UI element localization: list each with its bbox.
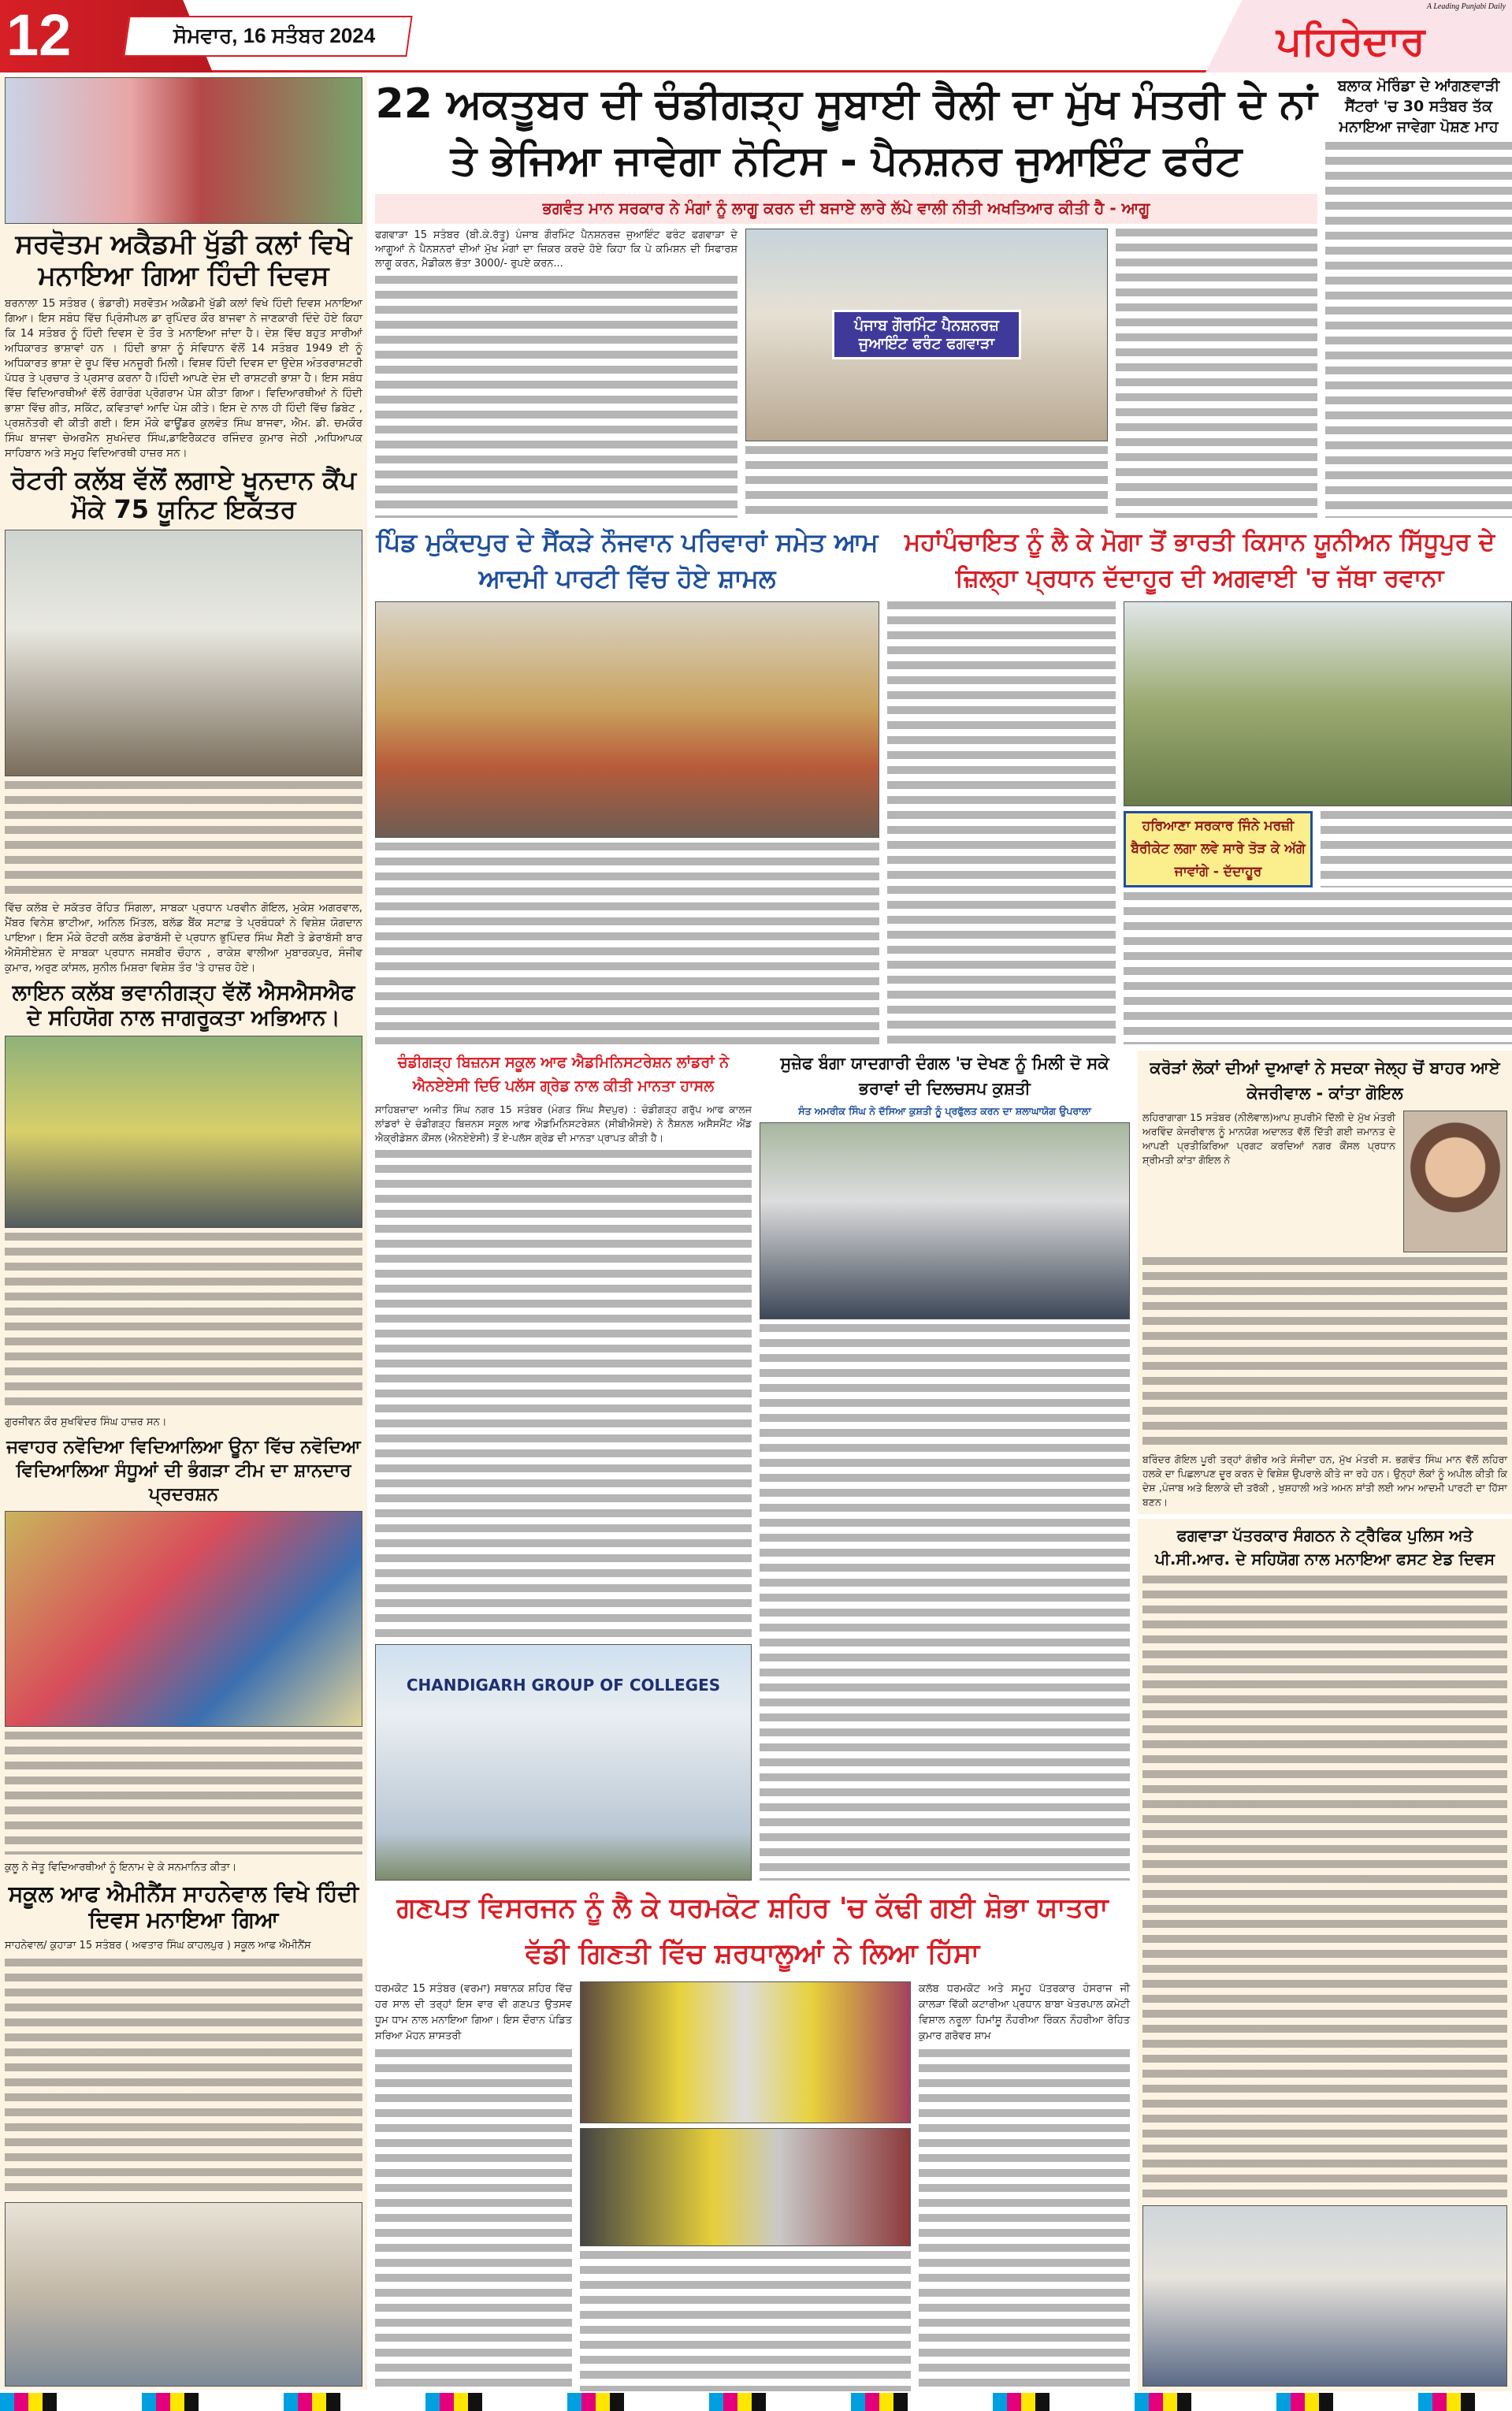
band-row2 (375, 524, 1512, 1045)
story-cbsa-text (375, 1150, 752, 1639)
story-kejriwal-end: ਬਰਿੰਦਰ ਗੋਇਲ ਪੂਰੀ ਤਰ੍ਹਾਂ ਗੰਭੀਰ ਅਤੇ ਸੰਜੀਦਾ ਹਨ, ਮੁੱਖ ਮੰਤਰੀ ਸ. ਭਗਵੰਤ ਸਿੰਘ ਮਾਨ ਵੱਲੋਂ ਲਹਿਰਾ ਹਲਕੇ ਦਾ ਪਿਛਲਾਪਣ ਦੂਰ ਕਰਨ ਦੇ ਵਿਸ਼ੇਸ਼ ਉਪਰਾਲੇ ਕੀਤੇ ਜਾ ਰਹੇ ਹਨ। ਉਨ੍ਹਾਂ ਲੋਕਾਂ ਨੂੰ ਅਪੀਲ ਕੀਤੀ ਕਿ ਦੇਸ਼ ,ਪੰਜਾਬ ਅਤੇ ਇਲਾਕੇ ਦੀ ਤਰੱਕੀ , ਖੁਸ਼ਹਾਲੀ ਅਤੇ ਅਮਨ ਸ਼ਾਂਤੀ ਲਈ ਆਮ ਆਦਮੀ ਪਾਰਟੀ ਦਾ ਹਿੱਸਾ ਬਣਨ। (1142, 1453, 1507, 1508)
story-kejriwal: ਲਹਿਰਾਗਾਗਾ 15 ਸਤੰਬਰ (ਨੀਲੋਵਾਲ)ਆਪ ਸੁਪਰੀਮੋ ਦਿੱਲੀ ਦੇ ਮੁੱਖ ਮੰਤਰੀ ਅਰਵਿੰਦ ਕੇਜਰੀਵਾਲ ਨੂੰ ਮਾਨਯੋਗ ਅਦਾਲਤ ਵੱਲੋਂ ਦਿੱਤੀ ਗਈ ਜ਼ਮਾਨਤ ਦੇ ਆਪਣੀ ਪ੍ਰਤੀਕਿਰਿਆ ਪ੍ਰਗਟ ਕਰਦਿਆਂ ਨਗਰ ਕੌਂਸਲ ਪ੍ਰਧਾਨ ਸ਼੍ਰੀਮਤੀ ਕਾਂਤਾ ਗੋਇਲ ਨੇ (1142, 1111, 1395, 1166)
photo-ganpati-2 (580, 2128, 911, 2246)
photo-dangal (760, 1122, 1130, 1319)
photo-mukandpur (375, 601, 879, 838)
headline-kisan-union: ਮਹਾਂਪੰਚਾਇਤ ਨੂੰ ਲੈ ਕੇ ਮੋਗਾ ਤੋਂ ਭਾਰਤੀ ਕਿਸਾਨ ਯੂਨੀਅਨ ਸਿੱਧੂਪੁਰ ਦੇ ਜ਼ਿਲ੍ਹਾ ਪ੍ਰਧਾਨ ਦੱਦਾਹੂਰ ਦੀ ਅਗਵਾਈ 'ਚ ਜੱਥਾ ਰਵਾਨਾ (904, 527, 1495, 593)
band-row3 (375, 1051, 1512, 2391)
headline-sahnewal: ਸਕੂਲ ਆਫ ਐਮੀਨੈਂਸ ਸਾਹਨੇਵਾਲ ਵਿਖੇ ਹਿੰਦੀ ਦਿਵਸ ਮਨਾਇਆ ਗਿਆ (8, 1880, 359, 1933)
quote-daddahur: ਹਰਿਆਣਾ ਸਰਕਾਰ ਜਿੰਨੇ ਮਰਜ਼ੀ ਬੈਰੀਕੇਟ ਲਗਾ ਲਵੇ ਸਾਰੇ ਤੋੜ ਕੇ ਅੱਗੇ ਜਾਵਾਂਗੇ - ਦੱਦਾਹੂਰ (1124, 811, 1313, 887)
headline-kejriwal: ਕਰੋੜਾਂ ਲੋਕਾਂ ਦੀਆਂ ਦੁਆਵਾਂ ਨੇ ਸਦਕਾ ਜੇਲ੍ਹ ਚੋਂ ਬਾਹਰ ਆਏ ਕੇਜਰੀਵਾਲ - ਕਾਂਤਾ ਗੋਇਲ (1150, 1059, 1500, 1103)
story-kisan-text-4 (1124, 892, 1512, 1045)
headline-dangal: ਸੁਜ਼ੇਫ ਬੰਗਾ ਯਾਦਗਾਰੀ ਦੰਗਲ 'ਚ ਦੇਖਣ ਨੂੰ ਮਿਲੀ ਦੋ ਸਕੇ ਭਰਾਵਾਂ ਦੀ ਦਿਲਚਸਪ ਕੁਸ਼ਤੀ (780, 1054, 1109, 1099)
story-sahnewal-text (5, 1959, 362, 2197)
lead-col-1 (375, 229, 737, 518)
ganpati-story (375, 1885, 1130, 2391)
right-top-story (1325, 76, 1512, 518)
photo-kanta-goyal (1403, 1111, 1507, 1252)
photo-hindi-diwas (5, 77, 362, 224)
quote-row (1124, 811, 1512, 887)
row3-upper (375, 1051, 1130, 1880)
lead-story (375, 76, 1317, 518)
ganpati-col-3 (919, 1981, 1130, 2391)
headline-first-aid: ਫਗਵਾੜਾ ਪੱਤਰਕਾਰ ਸੰਗਠਨ ਨੇ ਟ੍ਰੈਫਿਕ ਪੁਲਿਸ ਅਤੇ ਪੀ.ਸੀ.ਆਰ. ਦੇ ਸਹਿਯੋਗ ਨਾਲ ਮਨਾਇਆ ਫਸਟ ਏਡ ਦਿਵਸ (1154, 1525, 1495, 1568)
photo-sahnewal (5, 2202, 362, 2387)
lead-columns (375, 229, 1317, 518)
kisan-col-2 (1124, 601, 1512, 1045)
registration-strip (0, 2393, 1512, 2411)
lead-body-text-3 (1116, 229, 1317, 518)
headline-hindi-diwas: ਸਰਵੋਤਮ ਅਕੈਡਮੀ ਖੁੱਡੀ ਕਲਾਂ ਵਿਖੇ ਮਨਾਇਆ ਗਿਆ ਹਿੰਦੀ ਦਿਵਸ (15, 228, 352, 292)
kisan-columns (887, 601, 1512, 1045)
ganpati-col-2 (580, 1981, 911, 2391)
photo-bhangra (5, 1511, 362, 1726)
tagline: A Leading Punjabi Daily (1426, 2, 1506, 11)
photo-pensioners (745, 229, 1108, 441)
headline-cbsa-naac: ਚੰਡੀਗੜ੍ਹ ਬਿਜ਼ਨਸ ਸਕੂਲ ਆਫ ਐਡਮਿਨਿਸਟਰੇਸ਼ਨ ਲਾਂਡਰਾਂ ਨੇ ਐਨਏਏਸੀ ਦਿਓ ਪਲੱਸ ਗ੍ਰੇਡ ਨਾਲ ਕੀਤੀ ਮਾਨਤਾ ਹਾਸਲ (397, 1054, 730, 1096)
lead-body-text (375, 276, 737, 518)
row3-left (375, 1051, 1130, 2391)
story-navodaya-end: ਕੁਲੂ ਨੇ ਜੇਤੂ ਵਿਦਿਆਰਥੀਆਂ ਨੂੰ ਇਨਾਮ ਦੇ ਕੇ ਸਨਮਾਨਿਤ ਕੀਤਾ। (5, 1861, 237, 1873)
story-mukandpur-text-2 (375, 843, 879, 1045)
issue-date: ਸੋਮਵਾਰ, 16 ਸਤੰਬਰ 2024 (173, 24, 376, 47)
kejriwal-box (1138, 1051, 1512, 1513)
ganpati-columns (375, 1981, 1130, 2391)
lead-body: ਫਗਵਾੜਾ 15 ਸਤੰਬਰ (ਬੀ.ਕੇ.ਰੱਤੂ) ਪੰਜਾਬ ਗੌਰਮਿੰਟ ਪੈਨਸ਼ਨਰਜ਼ ਜੁਆਇੰਟ ਫਰੰਟ ਫਗਵਾੜਾ ਦੇ ਆਗੂਆਂ ਨੇ ਪੈਨਸ਼ਨਰਾਂ ਦੀਆਂ ਮੁੱਖ ਮੰਗਾਂ ਦਾ ਜ਼ਿਕਰ ਕਰਦੇ ਹੋਏ ਕਿਹਾ ਕਿ ਪੇ ਕਮਿਸ਼ਨ ਦੀ ਸਿਫਾਰਸ਼ ਲਾਗੂ ਕਰਨ, ਮੈਡੀਕਲ ਭੱਤਾ 3000/- ਰੁਪਏ ਕਰਨ... (375, 229, 737, 270)
main-area (375, 76, 1512, 2391)
page-number: 12 (6, 2, 72, 68)
logo: ਪਹਿਰੇਦਾਰ (1276, 18, 1425, 64)
photo-ganpati-1 (580, 1981, 911, 2123)
masthead (0, 0, 1512, 73)
dangal-story (760, 1051, 1130, 1880)
story-lions-text (5, 1233, 362, 1410)
story-rotary-text (5, 781, 362, 896)
photo-blood-camp (5, 530, 362, 776)
phagwara-box (1138, 1519, 1512, 2391)
banner-text: ਪੰਜਾਬ ਗੌਰਮਿੰਟ ਪੈਨਸ਼ਨਰਜ਼ ਜੁਆਇੰਟ ਫਰੰਟ ਫਗਵਾੜਾ (832, 310, 1021, 359)
headline-navodaya: ਜਵਾਹਰ ਨਵੋਦਿਆ ਵਿਦਿਆਲਿਆ ਊਨਾ ਵਿੱਚ ਨਵੋਦਿਆ ਵਿਦਿਆਲਿਆ ਸੰਧੂਆਂ ਦੀ ਭੰਗੜਾ ਟੀਮ ਦਾ ਸ਼ਾਨਦਾਰ ਪ੍ਰਦਰਸ਼ਨ (6, 1437, 361, 1505)
cbsa-story (375, 1051, 752, 1880)
story-ganpati-2: ਕਲੱਬ ਧਰਮਕੋਟ ਅਤੇ ਸਮੂਹ ਪੱਤਰਕਾਰ ਹੰਸਰਾਜ ਜੀ ਕਾਲੜਾ ਵਿੱਕੀ ਕਟਾਰੀਆ ਪ੍ਰਧਾਨ ਬਾਬਾ ਖੇਤਰਪਾਲ ਕਮੇਟੀ ਵਿਸ਼ਾਲ ਨਰੂਲਾ ਹਿਮਾਂਸ਼ੂ ਨੌਹਰੀਆ ਰਿੰਕਨ ਨੌਹਰੀਆ ਰੋਹਿਤ ਕੁਮਾਰ ਗਰੋਵਰ ਸ਼ਾਮ (919, 1982, 1130, 2042)
story-sahnewal: ਸਾਹਨੇਵਾਲ/ ਕੁਹਾੜਾ 15 ਸਤੰਬਰ ( ਅਵਤਾਰ ਸਿੰਘ ਕਾਹਲਪੁਰ ) ਸਕੂਲ ਆਫ ਐਮੀਨੈਂਸ (5, 1940, 311, 1952)
photo-chandigarh-group (375, 1644, 752, 1881)
headline-rotary: ਰੋਟਰੀ ਕਲੱਬ ਵੱਲੋਂ ਲਗਾਏ ਖੂਨਦਾਨ ਕੈਂਪ ਮੌਕੇ 75 ਯੂਨਿਟ ਇਕੱਤਰ (10, 464, 357, 525)
kisan-story (887, 524, 1512, 1045)
lead-col-2 (745, 229, 1108, 518)
photo-kisan-union (1124, 601, 1512, 806)
subhead-dangal: ਸੰਤ ਅਮਰੀਕ ਸਿੰਘ ਨੇ ਦੱਸਿਆ ਕੁਸ਼ਤੀ ਨੂੰ ਪ੍ਰਫੁੱਲਤ ਕਰਨ ਦਾ ਸ਼ਲਾਘਾਯੋਗ ਉਪਰਾਲਾ (798, 1105, 1091, 1118)
story-rotary: ਵਿੱਚ ਕਲੱਬ ਦੇ ਸਕੱਤਰ ਰੋਹਿਤ ਸਿੰਗਲਾ, ਸਾਬਕਾ ਪ੍ਰਧਾਨ ਪਰਵੀਨ ਗੋਇਲ, ਮੁਕੇਸ਼ ਅਗਰਵਾਲ, ਮੈਂਬਰ ਵਿਨੇਸ਼ ਭਾਟੀਆ, ਅਨਿਲ ਮਿੱਤਲ, ਬਲੱਡ ਬੈਂਕ ਸਟਾਫ਼ ਤੇ ਪ੍ਰਬੰਧਕਾਂ ਨੇ ਵਿਸ਼ੇਸ਼ ਯੋਗਦਾਨ ਪਾਇਆ। ਇਸ ਮੌਕੇ ਰੋਟਰੀ ਕਲੱਬ ਡੇਰਾਬੱਸੀ ਦੇ ਪ੍ਰਧਾਨ ਭੁਪਿੰਦਰ ਸਿੰਘ ਸੈਣੀ ਤੇ ਡੇਰਾਬੱਸੀ ਬਾਰ ਐਸੋਸੀਏਸ਼ਨ ਦੇ ਸਾਬਕਾ ਪ੍ਰਧਾਨ ਜਸਬੀਰ ਚੌਹਾਨ , ਰਾਕੇਸ਼ ਵਾਲੀਆ ਮੁਬਾਰਕਪੁਰ, ਸੰਜੀਵ ਕੁਮਾਰ, ਅਰੁਣ ਕਾਂਸਲ, ਸੁਨੀਲ ਮਿਸ਼ਰਾ ਵਿਸ਼ੇਸ਼ ਤੌਰ 'ਤੇ ਹਾਜ਼ਰ ਹੋਏ। (5, 902, 362, 975)
story-hindi-diwas: ਬਰਨਾਲਾ 15 ਸਤੰਬਰ ( ਭੰਡਾਰੀ) ਸਰਵੋਤਮ ਅਕੈਡਮੀ ਖੁੱਡੀ ਕਲਾਂ ਵਿਖੇ ਹਿੰਦੀ ਦਿਵਸ ਮਨਾਇਆ ਗਿਆ। ਇਸ ਸਬੰਧ ਵਿੱਚ ਪ੍ਰਿੰਸੀਪਲ ਡਾ ਰੁਪਿੰਦਰ ਕੌਰ ਬਾਜਵਾ ਨੇ ਜਾਣਕਾਰੀ ਦਿੰਦੇ ਹੋਏ ਕਿਹਾ ਕਿ 14 ਸਤੰਬਰ ਨੂੰ ਹਿੰਦੀ ਦਿਵਸ ਦੇ ਤੌਰ ਤੇ ਮਨਾਇਆ ਜਾਂਦਾ ਹੈ। ਦੇਸ਼ ਵਿੱਚ ਬਹੁਤ ਸਾਰੀਆਂ ਅਧਿਕਾਰਤ ਭਾਸ਼ਾਵਾਂ ਹਨ । ਹਿੰਦੀ ਭਾਸ਼ਾ ਨੂੰ ਸੰਵਿਧਾਨ ਵੱਲੋਂ 14 ਸਤੰਬਰ 1949 ਈ ਨੂੰ ਅਧਿਕਾਰਤ ਭਾਸ਼ਾ ਦੇ ਰੂਪ ਵਿੱਚ ਮਨਜ਼ੂਰੀ ਮਿਲੀ। ਵਿਸ਼ਵ ਹਿੰਦੀ ਦਿਵਸ ਦਾ ਉਦੇਸ਼ ਅੰਤਰਰਾਸ਼ਟਰੀ ਪੱਧਰ ਤੇ ਪ੍ਰਚਾਰ ਤੇ ਪ੍ਰਸਾਰ ਕਰਨਾ ਹੈ।ਹਿੰਦੀ ਆਪਣੇ ਦੇਸ਼ ਦੀ ਰਾਸ਼ਟਰੀ ਭਾਸ਼ਾ ਹੈ। ਇਸ ਸਬੰਧ ਵਿੱਚ ਵਿਦਿਆਰਥੀਆਂ ਵੱਲੋਂ ਰੰਗਾਰੰਗ ਪ੍ਰੋਗਰਾਮ ਪੇਸ਼ ਕੀਤਾ ਗਿਆ। ਵਿਦਿਆਰਥੀਆਂ ਨੇ ਹਿੰਦੀ ਭਾਸ਼ਾ ਵਿੱਚ ਗੀਤ, ਸਕਿੱਟ, ਕਵਿਤਾਵਾਂ ਆਦਿ ਪੇਸ਼ ਕੀਤੇ। ਇਸ ਦੇ ਨਾਲ ਹੀ ਹਿੰਦੀ ਵਿੱਚ ਡਿਬੇਟ , ਪ੍ਰਸ਼ਨੋਤਰੀ ਵੀ ਕੀਤੀ ਗਈ। ਇਸ ਮੌਕੇ ਫਾਊਂਡਰ ਕੁਲਵੰਤ ਸਿੰਘ ਬਾਜਵਾ, ਐਮ. ਡੀ. ਚਮਕੌਰ ਸਿੰਘ ਬਾਜਵਾ ਚੇਅਰਮੈਨ ਸੁਖਮੰਦਰ ਸਿੰਘ,ਡਾਇਰੈਕਟਰ ਰਜਿੰਦਰ ਕੁਮਾਰ ਜੇਠੀ ,ਅਧਿਆਪਕ ਸਾਹਿਬਾਨ ਅਤੇ ਸਮੂਹ ਵਿਦਿਆਰਥੀ ਹਾਜ਼ਰ ਸਨ। (5, 296, 362, 460)
story-dangal-text (760, 1324, 1130, 1881)
lead-headline: 22 ਅਕਤੂਬਰ ਦੀ ਚੰਡੀਗੜ੍ਹ ਸੂਬਾਈ ਰੈਲੀ ਦਾ ਮੁੱਖ ਮੰਤਰੀ ਦੇ ਨਾਂ ਤੇ ਭੇਜਿਆ ਜਾਵੇਗਾ ਨੋਟਿਸ - ਪੈਨਸ਼ਨਰ ਜੁਆਇੰਟ ਫਰੰਟ (375, 80, 1317, 184)
ganpati-col-1 (375, 1981, 572, 2391)
story-kisan-text (887, 601, 1116, 1045)
photo-first-aid (1142, 2205, 1507, 2387)
story-first-aid-text (1142, 1576, 1507, 2201)
headline-poshan-maah: ਬਲਾਕ ਮੋਰਿੰਡਾ ਦੇ ਆਂਗਣਵਾੜੀ ਸੈਂਟਰਾਂ 'ਚ 30 ਸਤੰਬਰ ਤੱਕ ਮਨਾਇਆ ਜਾਵੇਗਾ ਪੋਸ਼ਣ ਮਾਹ (1337, 77, 1500, 136)
row3-right (1138, 1051, 1512, 2391)
story-ganpati-text-3 (580, 2251, 911, 2391)
lead-subhead: ਭਗਵੰਤ ਮਾਨ ਸਰਕਾਰ ਨੇ ਮੰਗਾਂ ਨੂੰ ਲਾਗੂ ਕਰਨ ਦੀ ਬਜਾਏ ਲਾਰੇ ਲੱਪੇ ਵਾਲੀ ਨੀਤੀ ਅਖਤਿਆਰ ਕੀਤੀ ਹੈ - ਆਗੂ (375, 194, 1317, 224)
story-ganpati: ਧਰਮਕੋਟ 15 ਸਤੰਬਰ (ਵਰਮਾ) ਸਥਾਨਕ ਸ਼ਹਿਰ ਵਿੱਚ ਹਰ ਸਾਲ ਦੀ ਤਰ੍ਹਾਂ ਇਸ ਵਾਰ ਵੀ ਗਣਪਤ ਉਤਸਵ ਧੂਮ ਧਾਮ ਨਾਲ ਮਨਾਇਆ ਗਿਆ। ਇਸ ਦੌਰਾਨ ਪੰਡਿਤ ਸਰਿਆ ਮੋਹਨ ਸ਼ਾਸਤਰੀ (375, 1982, 572, 2042)
headline-mukandpur: ਪਿੰਡ ਮੁਕੰਦਪੁਰ ਦੇ ਸੈਂਕੜੇ ਨੌਜਵਾਨ ਪਰਿਵਾਰਾਂ ਸਮੇਤ ਆਮ ਆਦਮੀ ਪਾਰਟੀ ਵਿੱਚ ਹੋਏ ਸ਼ਾਮਲ (376, 526, 879, 593)
story-kisan-text-3 (1321, 811, 1512, 887)
story-ganpati-text (375, 2049, 572, 2391)
story-lions-end: ਗੁਰਜੀਵਨ ਕੌਰ ਸੁਖਵਿੰਦਰ ਸਿੰਘ ਹਾਜ਼ਰ ਸਨ। (5, 1416, 167, 1429)
story-navodaya-text (5, 1732, 362, 1855)
band-lead (375, 76, 1512, 518)
headline-lions: ਲਾਇਨ ਕਲੱਬ ਭਵਾਨੀਗੜ੍ਹ ਵੱਲੋਂ ਐਸਐਸਐਫ ਦੇ ਸਹਿਯੋਗ ਨਾਲ ਜਾਗਰੂਕਤਾ ਅਭਿਆਨ। (12, 980, 355, 1030)
photo-lions-club (5, 1036, 362, 1228)
college-sign: CHANDIGARH GROUP OF COLLEGES (406, 1675, 721, 1695)
story-poshan-text (1325, 142, 1512, 518)
story-cbsa: ਸਾਹਿਬਜ਼ਾਦਾ ਅਜੀਤ ਸਿੰਘ ਨਗਰ 15 ਸਤੰਬਰ (ਮੰਗਤ ਸਿੰਘ ਸੈਦਪੁਰ) : ਚੰਡੀਗੜ੍ਹ ਗਰੁੱਪ ਆਫ ਕਾਲਜ ਲਾਂਡਰਾਂ ਦੇ ਚੰਡੀਗੜ੍ਹ ਬਿਜ਼ਨਸ ਸਕੂਲ ਆਫ ਐਡਮਿਨਿਸਟਰੇਸ਼ਨ (ਸੀਬੀਐਸਏ) ਨੇ ਨੈਸ਼ਨਲ ਅਸੈਸਮੈਂਟ ਐਂਡ ਐਕ੍ਰੀਡੇਸ਼ਨ ਕੌਂਸਲ (ਐਨਏਏਸੀ) ਤੋਂ ਏ-ਪਲੱਸ ਗ੍ਰੇਡ ਦੀ ਮਾਨਤਾ ਪ੍ਰਾਪਤ ਕੀਤੀ ਹੈ। (375, 1103, 752, 1144)
kejriwal-top (1142, 1111, 1507, 1252)
left-column (0, 76, 367, 2390)
mukandpur-story (375, 524, 879, 1045)
story-kejriwal-text (1142, 1257, 1507, 1447)
lead-body-text-2 (745, 446, 1108, 518)
headline-ganpati: ਗਣਪਤ ਵਿਸਰਜਨ ਨੂੰ ਲੈ ਕੇ ਧਰਮਕੋਟ ਸ਼ਹਿਰ 'ਚ ਕੱਢੀ ਗਈ ਸ਼ੋਭਾ ਯਾਤਰਾ ਵੱਡੀ ਗਿਣਤੀ ਵਿੱਚ ਸ਼ਰਧਾਲੂਆਂ ਨੇ ਲਿਆ ਹਿੱਸਾ (396, 1892, 1109, 1970)
story-ganpati-text-2 (919, 2049, 1130, 2391)
